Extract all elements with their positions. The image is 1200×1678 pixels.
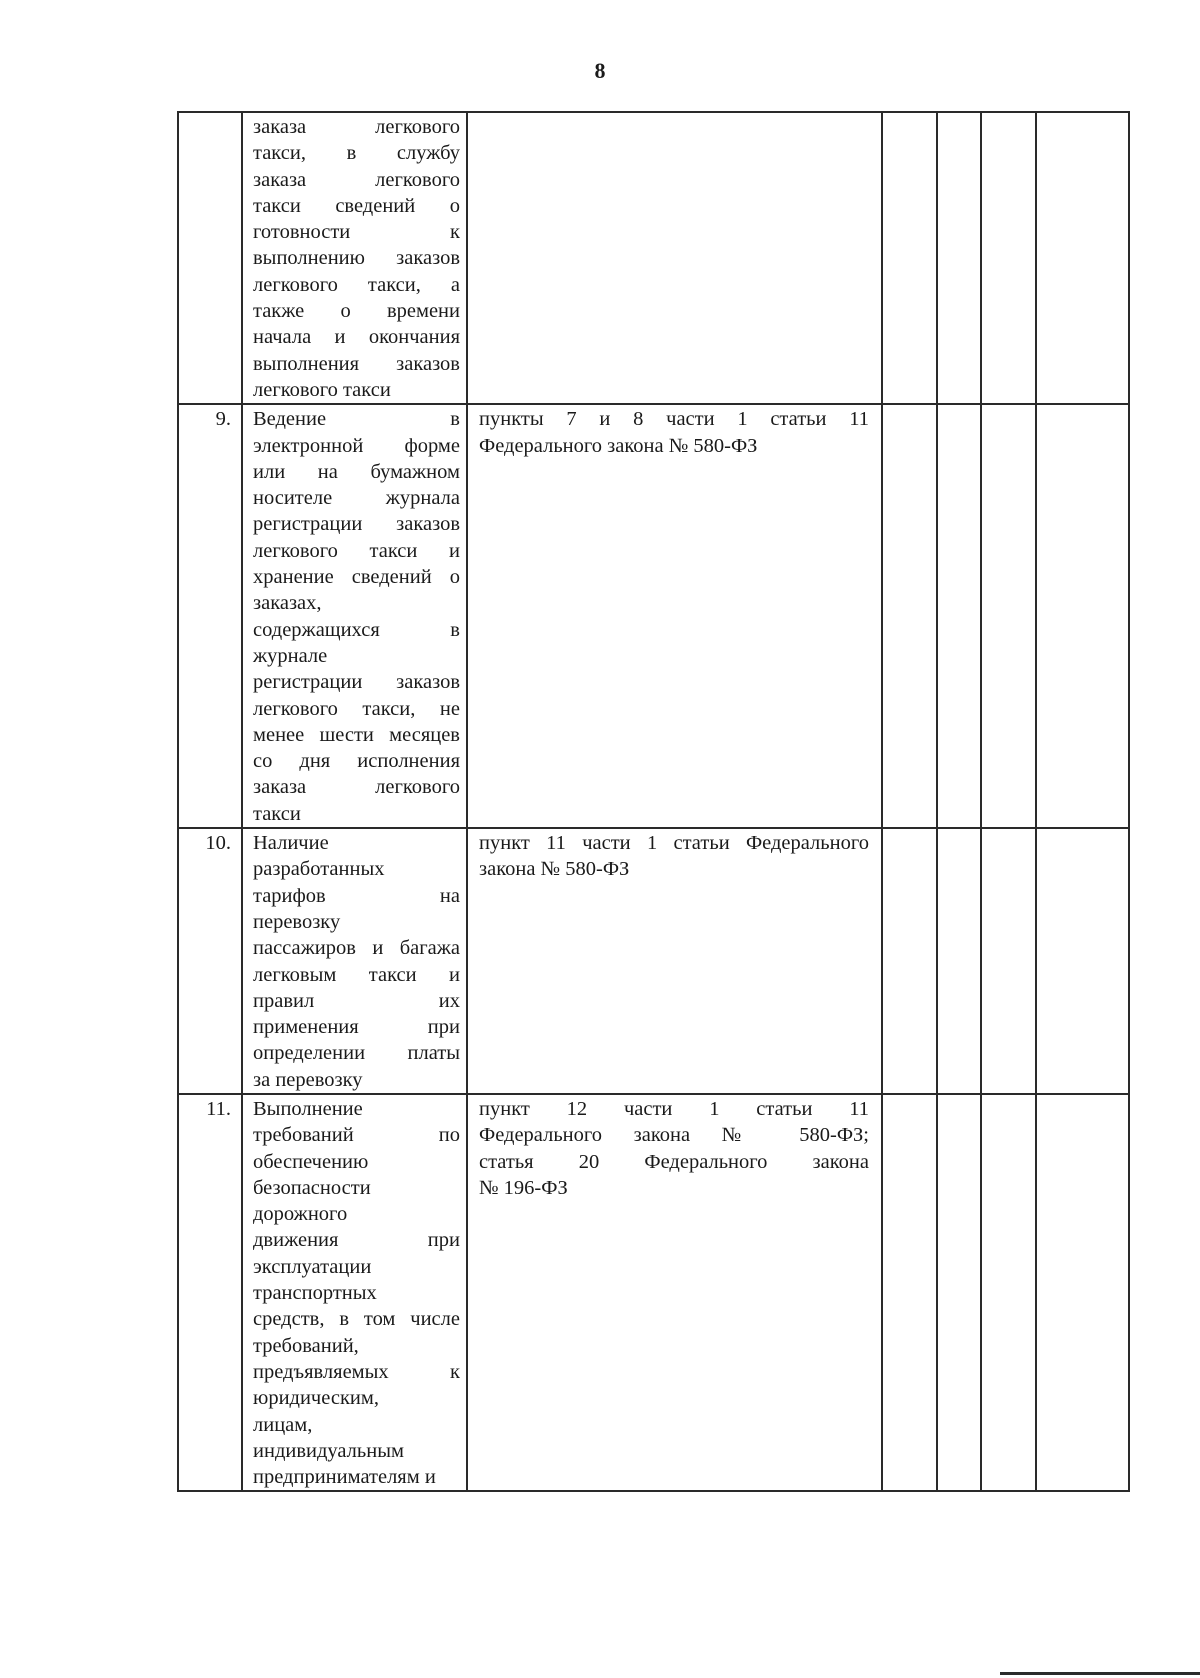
requirement-cell — [242, 1094, 467, 1491]
checkbox-answer-cell — [937, 1094, 981, 1491]
reference-line: № 196-ФЗ — [479, 1176, 568, 1199]
checkbox-answer-cell — [882, 404, 937, 828]
requirement-line: заказах, — [253, 592, 322, 615]
requirement-line: содержащихся в — [253, 618, 460, 641]
requirement-cell — [242, 828, 467, 1094]
requirement-line: обеспечению — [253, 1150, 369, 1173]
checkbox-answer-cell — [1036, 112, 1129, 404]
legal-reference-cell — [467, 112, 882, 404]
row-number-cell: 9. — [178, 404, 242, 828]
requirement-line: транспортных — [253, 1282, 377, 1305]
requirement-line: применения при — [253, 1016, 460, 1039]
requirement-line: выполнения заказов — [253, 352, 460, 375]
checkbox-answer-cell — [1036, 404, 1129, 828]
table-row — [178, 1094, 1129, 1491]
requirement-line: готовности к — [253, 221, 460, 244]
requirement-line: заказа легкового — [253, 168, 460, 191]
requirements-table — [177, 111, 1130, 1492]
requirement-cell — [242, 112, 467, 404]
requirement-line: эксплуатации — [253, 1255, 372, 1278]
footer-rule — [1000, 1672, 1200, 1675]
requirement-line: определении платы — [253, 1042, 460, 1065]
requirement-cell — [242, 404, 467, 828]
requirement-line: легкового такси и — [253, 539, 460, 562]
requirement-line: менее шести месяцев — [253, 723, 460, 746]
reference-line: пункт 11 части 1 статьи Федерального — [479, 832, 869, 855]
requirement-line: электронной форме — [253, 434, 460, 457]
table-row — [178, 112, 1129, 404]
checkbox-answer-cell — [882, 1094, 937, 1491]
reference-line: статья 20 Федерального закона — [479, 1150, 869, 1173]
requirement-line: предъявляемых к — [253, 1360, 460, 1383]
requirement-line: средств, в том числе — [253, 1308, 460, 1331]
requirement-line: начала и окончания — [253, 326, 460, 349]
requirement-line: пассажиров и багажа — [253, 937, 460, 960]
checkbox-answer-cell — [937, 828, 981, 1094]
checkbox-answer-cell — [981, 404, 1036, 828]
table-row — [178, 828, 1129, 1094]
requirement-line: за перевозку — [253, 1068, 363, 1091]
row-number-cell — [178, 112, 242, 404]
table-body — [178, 112, 1129, 1491]
legal-reference-cell — [467, 1094, 882, 1491]
reference-line: закона № 580-ФЗ — [479, 858, 630, 881]
checkbox-answer-cell — [981, 112, 1036, 404]
checkbox-answer-cell — [882, 112, 937, 404]
requirement-line: требований, — [253, 1334, 359, 1357]
requirement-line: лицам, — [253, 1413, 313, 1436]
requirement-line: правил их — [253, 989, 460, 1012]
requirement-line: легкового такси, а — [253, 273, 460, 296]
reference-line: Федерального закона № 580-ФЗ; — [479, 1124, 869, 1147]
requirement-line: предпринимателям и — [253, 1466, 436, 1489]
requirement-line: также о времени — [253, 300, 460, 323]
requirement-line: со дня исполнения — [253, 750, 460, 773]
requirement-line: заказа легкового — [253, 116, 460, 138]
requirement-line: безопасности — [253, 1176, 371, 1199]
checkbox-answer-cell — [937, 112, 981, 404]
requirement-line: индивидуальным — [253, 1439, 404, 1462]
requirement-line: Наличие — [253, 832, 329, 855]
legal-reference-cell — [467, 828, 882, 1094]
requirement-line: носителе журнала — [253, 487, 460, 510]
requirement-line: перевозку — [253, 910, 341, 933]
checkbox-answer-cell — [1036, 1094, 1129, 1491]
requirement-line: тарифов на — [253, 884, 460, 907]
checkbox-answer-cell — [1036, 828, 1129, 1094]
requirement-line: дорожного — [253, 1203, 348, 1226]
checkbox-answer-cell — [981, 828, 1036, 1094]
reference-line: Федерального закона № 580-ФЗ — [479, 434, 758, 457]
row-number-cell: 10. — [178, 828, 242, 1094]
requirement-line: хранение сведений о — [253, 566, 460, 589]
requirement-line: легкового такси, не — [253, 697, 460, 720]
requirement-line: выполнению заказов — [253, 247, 460, 270]
table-row — [178, 404, 1129, 828]
requirement-line: заказа легкового — [253, 776, 460, 799]
requirement-line: Выполнение — [253, 1097, 363, 1120]
requirement-line: регистрации заказов — [253, 671, 460, 694]
reference-line: пункты 7 и 8 части 1 статьи 11 — [479, 408, 869, 431]
requirement-line: легкового такси — [253, 378, 391, 401]
requirement-line: Ведение в — [253, 408, 460, 431]
requirement-line: юридическим, — [253, 1387, 379, 1410]
requirement-line: движения при — [253, 1229, 460, 1252]
requirement-line: такси — [253, 802, 301, 825]
checkbox-answer-cell — [981, 1094, 1036, 1491]
reference-line: пункт 12 части 1 статьи 11 — [479, 1097, 869, 1120]
legal-reference-cell — [467, 404, 882, 828]
requirement-line: или на бумажном — [253, 460, 460, 483]
checkbox-answer-cell — [882, 828, 937, 1094]
requirement-line: легковым такси и — [253, 963, 460, 986]
requirement-line: такси сведений о — [253, 194, 460, 217]
requirement-line: такси, в службу — [253, 142, 460, 165]
checkbox-answer-cell — [937, 404, 981, 828]
requirement-line: журнале — [253, 644, 328, 667]
row-number-cell: 11. — [178, 1094, 242, 1491]
page-number: 8 — [594, 58, 606, 83]
requirement-line: регистрации заказов — [253, 513, 460, 536]
requirement-line: требований по — [253, 1124, 460, 1147]
requirement-line: разработанных — [253, 858, 385, 881]
